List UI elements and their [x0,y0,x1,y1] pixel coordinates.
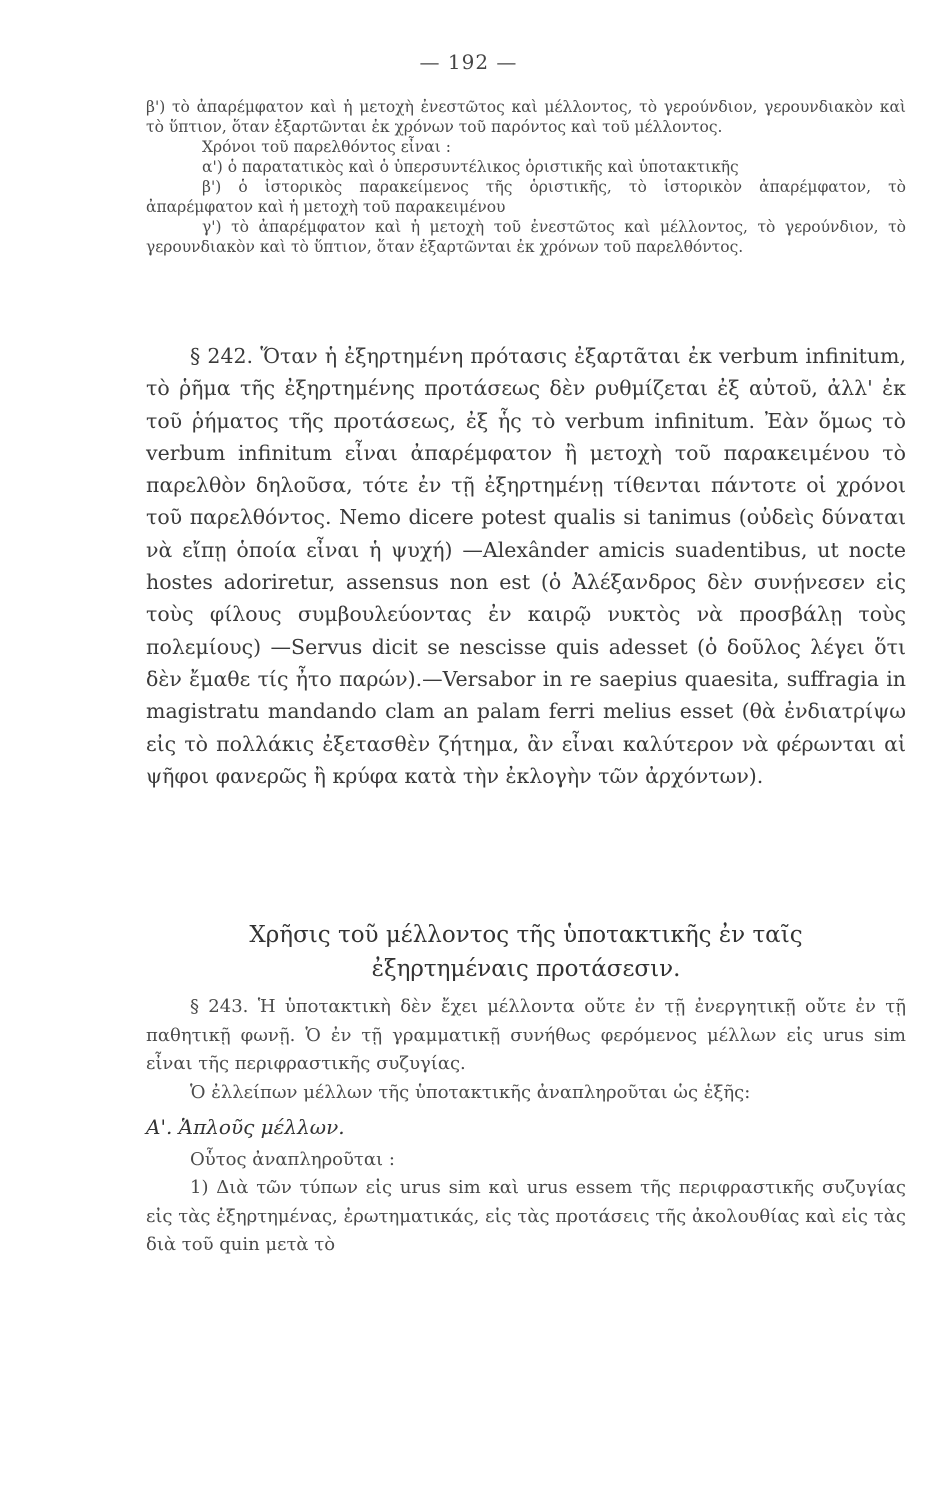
lower-text-block [146,993,906,1260]
paragraph-beta-past: β') ὁ ἱστορικὸς παρακείμενος τῆς ὁριστικῆς, τὸ ἱστορικὸν ἀπαρέμφατον, τὸ ἀπαρέμφατον καὶ ἡ μετοχὴ τοῦ παρακειμένου [146,178,906,216]
section-heading [146,918,906,986]
paragraph-242: § 242. Ὅταν ἡ ἐξηρτημένη πρότασις ἐξαρτᾶται ἐκ verbum infinitum, τὸ ῥῆμα τῆς ἐξηρτημένης προτάσεως δὲν ρυθμίζεται ἐξ αὐτοῦ, ἀλλ' ἐκ τοῦ ῥήματος τῆς προτάσεως, ἐξ ἧς τὸ verbum infinitum. Ἐὰν ὅμως τὸ verbum infinitum εἶναι ἀπαρέμφατον ἢ μετοχὴ τοῦ παρακειμένου τὸ παρελθὸν δηλοῦσα, τότε ἐν τῇ ἐξηρτημένῃ τίθενται πάντοτε οἱ χρόνοι τοῦ παρελθόντος. Nemo dicere potest qualis si tanimus (οὐδεὶς δύναται νὰ εἴπῃ ὁποία εἶναι ἡ ψυχή) —Alexânder amicis suadentibus, ut nocte hostes adoriretur, assensus non est (ὁ Ἀλέξανδρος δὲν συνῄνεσεν εἰς τοὺς φίλους συμβουλεύοντας ἐν καιρῷ νυκτὸς νὰ προσβάλῃ τοὺς πολεμίους) —Servus dicit se nescisse quis adesset (ὁ δοῦλος λέγει ὅτι δὲν ἔμαθε τίς ἦτο παρών).—Versabor in re saepius quaesita, suffragia in magistratu mandando clam an palam ferri melius esset (θὰ ἐνδιατρίψω εἰς τὸ πολλάκις ἐξετασθὲν ζήτημα, ἂν εἶναι καλύτερον νὰ φέρωνται αἱ ψῆφοι φανερῶς ἢ κρύφα κατὰ τὴν ἐκλογὴν τῶν ἀρχόντων). [146,344,906,788]
paragraph-item-1: 1) Διὰ τῶν τύπων εἰς urus sim καὶ urus essem τῆς περιφραστικῆς συζυγίας εἰς τὰς ἐξηρτημένας, ἐρωτηματικάς, εἰς τὰς προτάσεις τῆς ἀκολουθίας καὶ εἰς τὰς διὰ τοῦ quin μετὰ τὸ [146,1177,906,1255]
paragraph-beta-present: β') τὸ ἀπαρέμφατον καὶ ἡ μετοχὴ ἐνεστῶτος καὶ μέλλοντος, τὸ γερούνδιον, γερουνδιακὸν καὶ τὸ ὕπτιον, ὅταν ἐξαρτῶνται ἐκ χρόνων τοῦ παρόντος καὶ τοῦ μέλλοντος. [146,98,906,136]
paragraph-past-tenses-intro: Χρόνοι τοῦ παρελθόντος εἶναι : [202,138,451,156]
page-number: — 192 — [419,50,518,74]
section-heading-line-1: Χρῆσις τοῦ μέλλοντος τῆς ὑποτακτικῆς ἐν ταῖς [249,922,803,948]
paragraph-gamma-past: γ') τὸ ἀπαρέμφατον καὶ ἡ μετοχὴ τοῦ ἐνεστῶτος καὶ μέλλοντος, τὸ γερούνδιον, τὸ γερουνδιακὸν καὶ τὸ ὕπτιον, ὅταν ἐξαρτῶνται ἐκ χρόνων τοῦ παρελθόντος. [146,218,906,256]
paragraph-replacement-intro: Οὗτος ἀναπληροῦται : [190,1148,395,1170]
paragraph-missing-future: Ὁ ἐλλείπων μέλλων τῆς ὑποτακτικῆς ἀναπληροῦται ὡς ἑξῆς: [190,1081,751,1103]
section-heading-line-2: ἐξηρτημέναις προτάσεσιν. [371,956,681,982]
main-text-block [146,340,906,792]
paragraph-alpha-past: α') ὁ παρατατικὸς καὶ ὁ ὑπερσυντέλικος ὁριστικῆς καὶ ὑποτακτικῆς [202,158,739,176]
subheading-simple-future: Α'. Ἁπλοῦς μέλλων. [146,1115,345,1139]
paragraph-243: § 243. Ἡ ὑποτακτικὴ δὲν ἔχει μέλλοντα οὔτε ἐν τῇ ἐνεργητικῇ οὔτε ἐν τῇ παθητικῇ φωνῇ. Ὁ ἐν τῇ γραμματικῇ συνήθως φερόμενος μέλλων εἰς urus sim εἶναι τῆς περιφραστικῆς συζυγίας. [146,996,906,1074]
small-print-block [146,97,906,257]
